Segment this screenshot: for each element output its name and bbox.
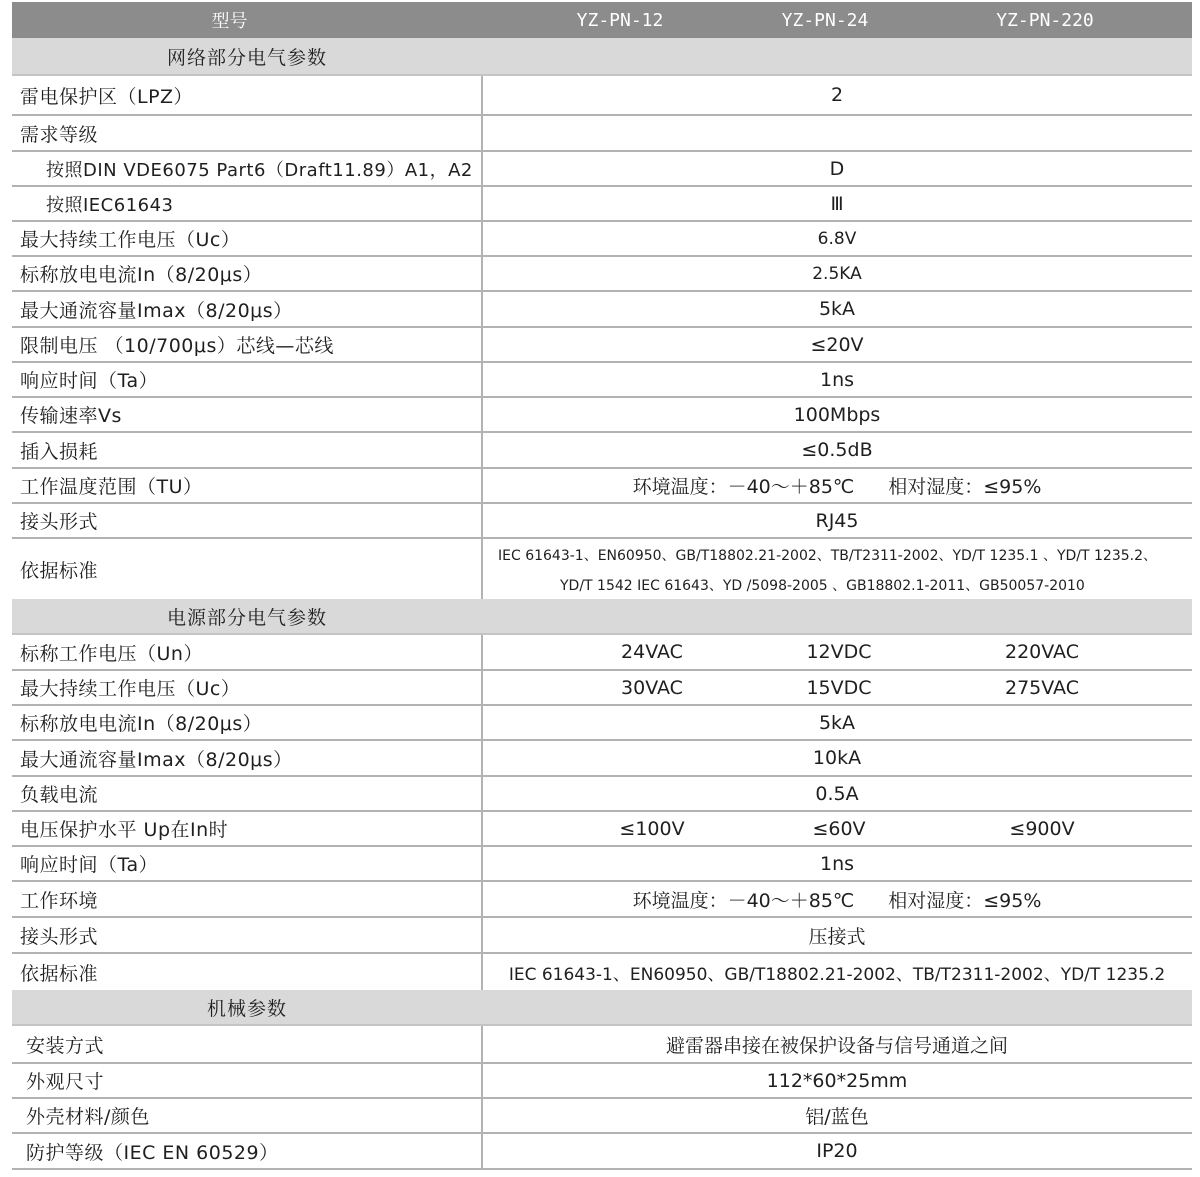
row-value: IEC 61643-1、EN60950、GB/T18802.21-2002、TB/T2311-2002、YD/T 1235.2 [508, 964, 1166, 985]
row-label: 标称工作电压（Un） [20, 642, 203, 665]
table-row [12, 741, 1192, 777]
row-label: 最大通流容量Imax（8/20μs） [20, 299, 293, 322]
table-row [12, 328, 1192, 363]
row-value: Ⅲ [830, 192, 844, 215]
row-value: 100Mbps [793, 403, 881, 426]
section-title: 网络部分电气参数 [166, 46, 327, 69]
humidity-range: 相对湿度：≤95% [888, 889, 1042, 912]
row-value: 2.5KA [812, 263, 862, 284]
value-yz-pn-12: ≤100V [619, 817, 685, 840]
row-label: 依据标准 [20, 962, 99, 985]
row-value: 10kA [812, 747, 862, 769]
header-model-label: 型号 [211, 11, 248, 32]
table-row [12, 812, 1192, 847]
row-value: 2 [830, 84, 844, 106]
standards-line-1: IEC 61643-1、EN60950、GB/T18802.21-2002、TB/T2311-2002、YD/T 1235.1 、YD/T 1235.2、 [498, 548, 1158, 564]
row-label: 最大通流容量Imax（8/20μs） [20, 748, 293, 771]
row-label: 标称放电电流In（8/20μs） [20, 713, 263, 735]
table-row [12, 671, 1192, 706]
row-label: 工作环境 [20, 889, 99, 912]
value-yz-pn-24: 15VDC [806, 676, 872, 699]
row-value: 0.5A [815, 782, 859, 805]
row-label: 外观尺寸 [26, 1071, 105, 1093]
section-title: 机械参数 [206, 997, 287, 1020]
row-value: IP20 [816, 1140, 858, 1162]
row-value: 5kA [818, 711, 856, 734]
row-value [482, 882, 1192, 916]
row-label: 传输速率Vs [20, 405, 122, 427]
value-yz-pn-220: 275VAC [1005, 676, 1079, 699]
table-row [12, 635, 1192, 671]
header-col-yz-pn-220: YZ-PN-220 [996, 9, 1094, 31]
row-value: RJ45 [815, 509, 859, 532]
table-row [12, 152, 1192, 187]
table-row [12, 1064, 1192, 1099]
table-row [12, 954, 1192, 990]
section-mechanical [12, 990, 1192, 1026]
value-yz-pn-220: 220VAC [1005, 641, 1079, 663]
row-value: ≤0.5dB [801, 439, 873, 461]
row-label: 外壳材料/颜色 [26, 1106, 150, 1128]
row-label: 接头形式 [20, 925, 99, 948]
table-row [12, 706, 1192, 741]
table-row [12, 539, 1192, 599]
table-row [12, 187, 1192, 222]
table-row [12, 882, 1192, 918]
row-label: 最大持续工作电压（Uc） [20, 229, 241, 251]
table-row [12, 433, 1192, 469]
table-row [12, 398, 1192, 433]
table-row [12, 76, 1192, 116]
row-label: 安装方式 [26, 1034, 105, 1057]
row-value [482, 469, 1192, 502]
section-power [12, 599, 1192, 635]
row-label: 响应时间（Ta） [20, 854, 159, 876]
row-value: 避雷器串接在被保护设备与信号通道之间 [665, 1034, 1008, 1057]
table-row [12, 1026, 1192, 1064]
row-label: 最大持续工作电压（Uc） [20, 678, 241, 700]
row-value: 1ns [819, 852, 855, 875]
row-value: ≤20V [810, 333, 864, 356]
row-label: 限制电压 （10/700μs）芯线—芯线 [20, 335, 334, 357]
table-row [12, 504, 1192, 539]
section-title: 电源部分电气参数 [166, 606, 327, 629]
row-value: 铝/蓝色 [805, 1106, 869, 1128]
table-row [12, 257, 1192, 292]
value-yz-pn-220: ≤900V [1009, 817, 1075, 840]
value-yz-pn-12: 30VAC [621, 676, 683, 699]
standards-line-2: YD/T 1542 IEC 61643、YD /5098-2005 、GB18802.1-2011、GB50057-2010 [560, 578, 1085, 594]
row-label: 防护等级（IEC EN 60529） [26, 1141, 279, 1164]
row-label: 响应时间（Ta） [20, 370, 159, 392]
row-value: 112*60*25mm [766, 1069, 908, 1092]
value-yz-pn-24: 12VDC [806, 641, 872, 663]
table-row [12, 116, 1192, 152]
row-value: 6.8V [817, 228, 857, 249]
row-value: 5kA [818, 298, 856, 320]
table-row [12, 1099, 1192, 1134]
section-network [12, 38, 1192, 76]
row-label: 电压保护水平 Up在In时 [20, 819, 229, 841]
temperature-range: 环境温度：－40～＋85℃ [632, 476, 855, 498]
row-label: 按照DIN VDE6075 Part6（Draft11.89）A1，A2 [46, 159, 473, 181]
table-row [12, 1134, 1192, 1170]
value-yz-pn-12: 24VAC [621, 641, 683, 663]
header-col-yz-pn-24: YZ-PN-24 [781, 9, 869, 31]
row-label: 标称放电电流In（8/20μs） [20, 264, 263, 286]
table-row [12, 469, 1192, 504]
row-label: 插入损耗 [20, 440, 99, 463]
header-row [12, 2, 1192, 38]
table-row [12, 363, 1192, 398]
row-label: 雷电保护区（LPZ） [20, 85, 194, 108]
row-value: 压接式 [808, 925, 866, 948]
humidity-range: 相对湿度：≤95% [888, 476, 1042, 498]
row-label: 按照IEC61643 [46, 194, 174, 216]
row-value: D [829, 157, 845, 180]
table-row [12, 847, 1192, 882]
table-row [12, 292, 1192, 328]
row-value: 1ns [819, 368, 855, 391]
row-label: 依据标准 [20, 559, 99, 582]
table-row [12, 918, 1192, 954]
row-label: 需求等级 [20, 123, 99, 146]
temperature-range: 环境温度：－40～＋85℃ [632, 889, 855, 912]
header-col-yz-pn-12: YZ-PN-12 [576, 9, 664, 31]
row-label: 负载电流 [20, 784, 99, 806]
row-label: 工作温度范围（TU） [20, 476, 203, 498]
value-yz-pn-24: ≤60V [812, 817, 866, 840]
row-label: 接头形式 [20, 511, 99, 533]
table-row [12, 222, 1192, 257]
standards-text [482, 539, 1192, 599]
table-row [12, 777, 1192, 812]
